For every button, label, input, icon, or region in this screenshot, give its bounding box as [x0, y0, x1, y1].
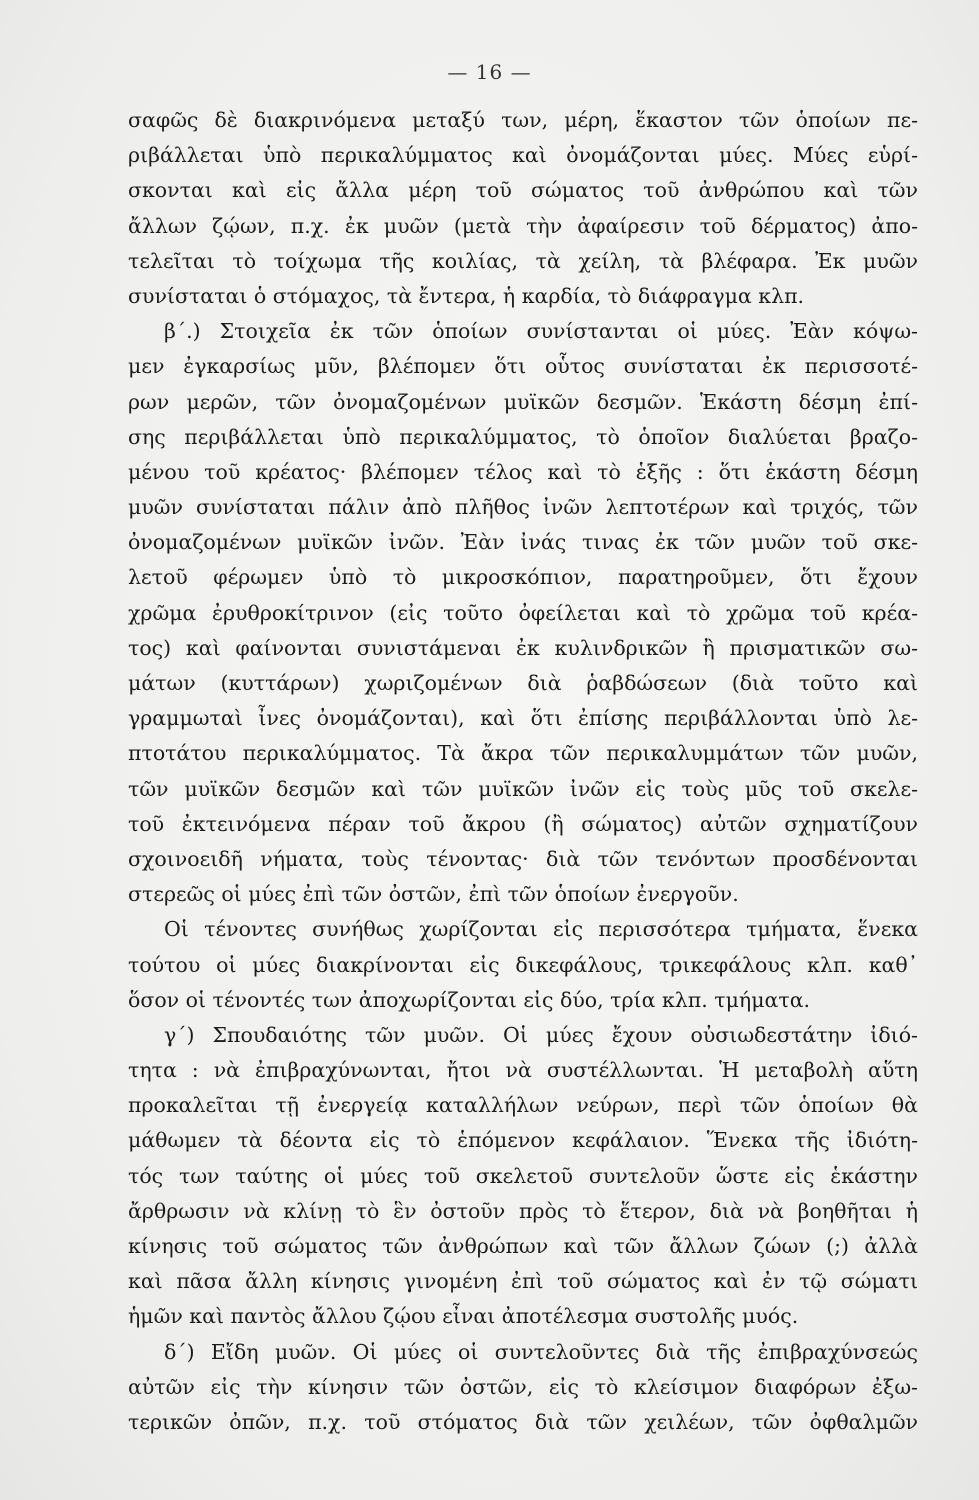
text-line: ρων μερῶν, τῶν ὀνομαζομένων μυϊκῶν δεσμῶν. Ἑκάστη δέσμη ἐπί-: [128, 389, 918, 414]
text-line: μάτων (κυττάρων) χωριζομένων διὰ ῥαβδώσεων (διὰ τοῦτο καὶ: [128, 671, 918, 695]
text-line: κίνησις τοῦ σώματος τῶν ἀνθρώπων καὶ τῶν ἄλλων ζώων (;) ἀλλὰ: [128, 1234, 918, 1258]
text-line: σης περιβάλλεται ὑπὸ περικαλύμματος, τὸ ὁποῖον διαλύεται βραζο-: [128, 424, 918, 449]
section-heading-line: γ΄) Σπουδαιότης τῶν μυῶν. Οἱ μύες ἔχουν οὐσιωδεστάτην ἰδιό-: [164, 1022, 918, 1047]
text-line: τῶν μυϊκῶν δεσμῶν καὶ τῶν μυϊκῶν ἰνῶν εἰς τοὺς μῦς τοῦ σκελε-: [128, 776, 918, 801]
body-text: [128, 103, 918, 1440]
text-line: συνίσταται ὁ στόμαχος, τὰ ἔντερα, ἡ καρδία, τὸ διάφραγμα κλπ.: [128, 283, 805, 308]
text-line: σχοινοειδῆ νήματα, τοὺς τένοντας· διὰ τῶν τενόντων προσδένονται: [128, 846, 918, 871]
text-line: τητα : νὰ ἐπιβραχύνωνται, ἤτοι νὰ συστέλλωνται. Ἡ μεταβολὴ αὕτη: [128, 1058, 918, 1083]
text-line: ριβάλλεται ὑπὸ περικαλύμματος καὶ ὀνομάζονται μύες. Μύες εὑρί-: [128, 143, 918, 168]
text-line: προκαλεῖται τῇ ἐνεργείᾳ καταλλήλων νεύρων, περὶ τῶν ὁποίων θὰ: [128, 1093, 918, 1118]
text-line: λετοῦ φέρωμεν ὑπὸ τὸ μικροσκόπιον, παρατηροῦμεν, ὅτι ἔχουν: [128, 565, 918, 590]
text-line: στερεῶς οἱ μύες ἐπὶ τῶν ὀστῶν, ἐπὶ τῶν ὁποίων ἐνεργοῦν.: [128, 882, 739, 907]
text-line: γραμμωταὶ ἶνες ὀνομάζονται), καὶ ὅτι ἐπίσης περιβάλλονται ὑπὸ λε-: [128, 706, 918, 731]
text-line: σκονται καὶ εἰς ἄλλα μέρη τοῦ σώματος τοῦ ἀνθρώπου καὶ τῶν: [128, 178, 918, 203]
text-line: μεν ἐγκαρσίως μῦν, βλέπομεν ὅτι οὗτος συνίσταται ἐκ περισσοτέ-: [128, 354, 918, 379]
text-line: τοῦ ἐκτεινόμενα πέραν τοῦ ἄκρου (ἢ σώματος) αὐτῶν σχηματίζουν: [128, 811, 918, 836]
text-line: καὶ πᾶσα ἄλλη κίνησις γινομένη ἐπὶ τοῦ σώματος καὶ ἐν τῷ σώματι: [128, 1269, 918, 1294]
text-line: ὀνομαζομένων μυϊκῶν ἰνῶν. Ἐὰν ἰνάς τινας ἐκ τῶν μυῶν τοῦ σκε-: [128, 530, 918, 555]
text-line: ὅσον οἱ τένοντές των ἀποχωρίζονται εἰς δύο, τρία κλπ. τμήματα.: [128, 987, 811, 1012]
text-line: ἡμῶν καὶ παντὸς ἄλλου ζῴου εἶναι ἀποτέλεσμα συστολῆς μυός.: [128, 1304, 799, 1329]
text-line: πτοτάτου περικαλύμματος. Τὰ ἄκρα τῶν περικαλυμμάτων τῶν μυῶν,: [128, 741, 918, 766]
section-heading-line: β΄.) Στοιχεῖα ἐκ τῶν ὁποίων συνίστανται οἱ μύες. Ἐὰν κόψω-: [164, 319, 918, 344]
text-line: τός των ταύτης οἱ μύες τοῦ σκελετοῦ συντελοῦν ὥστε εἰς ἑκάστην: [128, 1163, 918, 1188]
section-heading-line: δ΄) Εἴδη μυῶν. Οἱ μύες οἱ συντελοῦντες διὰ τῆς ἐπιβραχύνσεώς: [164, 1339, 918, 1364]
page-number: — 16 —: [447, 60, 532, 84]
text-line: χρῶμα ἐρυθροκίτρινον (εἰς τοῦτο ὀφείλεται καὶ τὸ χρῶμα τοῦ κρέα-: [128, 600, 918, 625]
text-line: ἄλλων ζῴων, π.χ. ἐκ μυῶν (μετὰ τὴν ἀφαίρεσιν τοῦ δέρματος) ἀπο-: [128, 213, 918, 238]
text-line: τούτου οἱ μύες διακρίνονται εἰς δικεφάλους, τρικεφάλους κλπ. καθ᾽: [128, 952, 918, 977]
text-line: ἄρθρωσιν νὰ κλίνῃ τὸ ἓν ὀστοῦν πρὸς τὸ ἕτερον, διὰ νὰ βοηθῆται ἡ: [128, 1198, 918, 1223]
paragraph-start-line: Οἱ τένοντες συνήθως χωρίζονται εἰς περισσότερα τμήματα, ἕνεκα: [164, 917, 918, 942]
text-line: τος) καὶ φαίνονται συνιστάμεναι ἐκ κυλινδρικῶν ἢ πρισματικῶν σω-: [128, 635, 918, 660]
text-line: μένου τοῦ κρέατος· βλέπομεν τέλος καὶ τὸ ἑξῆς : ὅτι ἑκάστη δέσμη: [128, 459, 918, 484]
text-line: μυῶν συνίσταται πάλιν ἀπὸ πλῆθος ἰνῶν λεπτοτέρων καὶ τριχός, τῶν: [128, 495, 918, 520]
text-line: αὐτῶν εἰς τὴν κίνησιν τῶν ὀστῶν, εἰς τὸ κλείσιμον διαφόρων ἐξω-: [128, 1374, 918, 1399]
text-line: σαφῶς δὲ διακρινόμενα μεταξύ των, μέρη, ἕκαστον τῶν ὁποίων πε-: [128, 108, 918, 132]
text-line: τελεῖται τὸ τοίχωμα τῆς κοιλίας, τὰ χείλη, τὰ βλέφαρα. Ἐκ μυῶν: [128, 248, 918, 273]
text-line: τερικῶν ὀπῶν, π.χ. τοῦ στόματος διὰ τῶν χειλέων, τῶν ὀφθαλμῶν: [128, 1409, 918, 1434]
text-line: μάθωμεν τὰ δέοντα εἰς τὸ ἑπόμενον κεφάλαιον. Ἕνεκα τῆς ἰδιότη-: [128, 1128, 918, 1153]
